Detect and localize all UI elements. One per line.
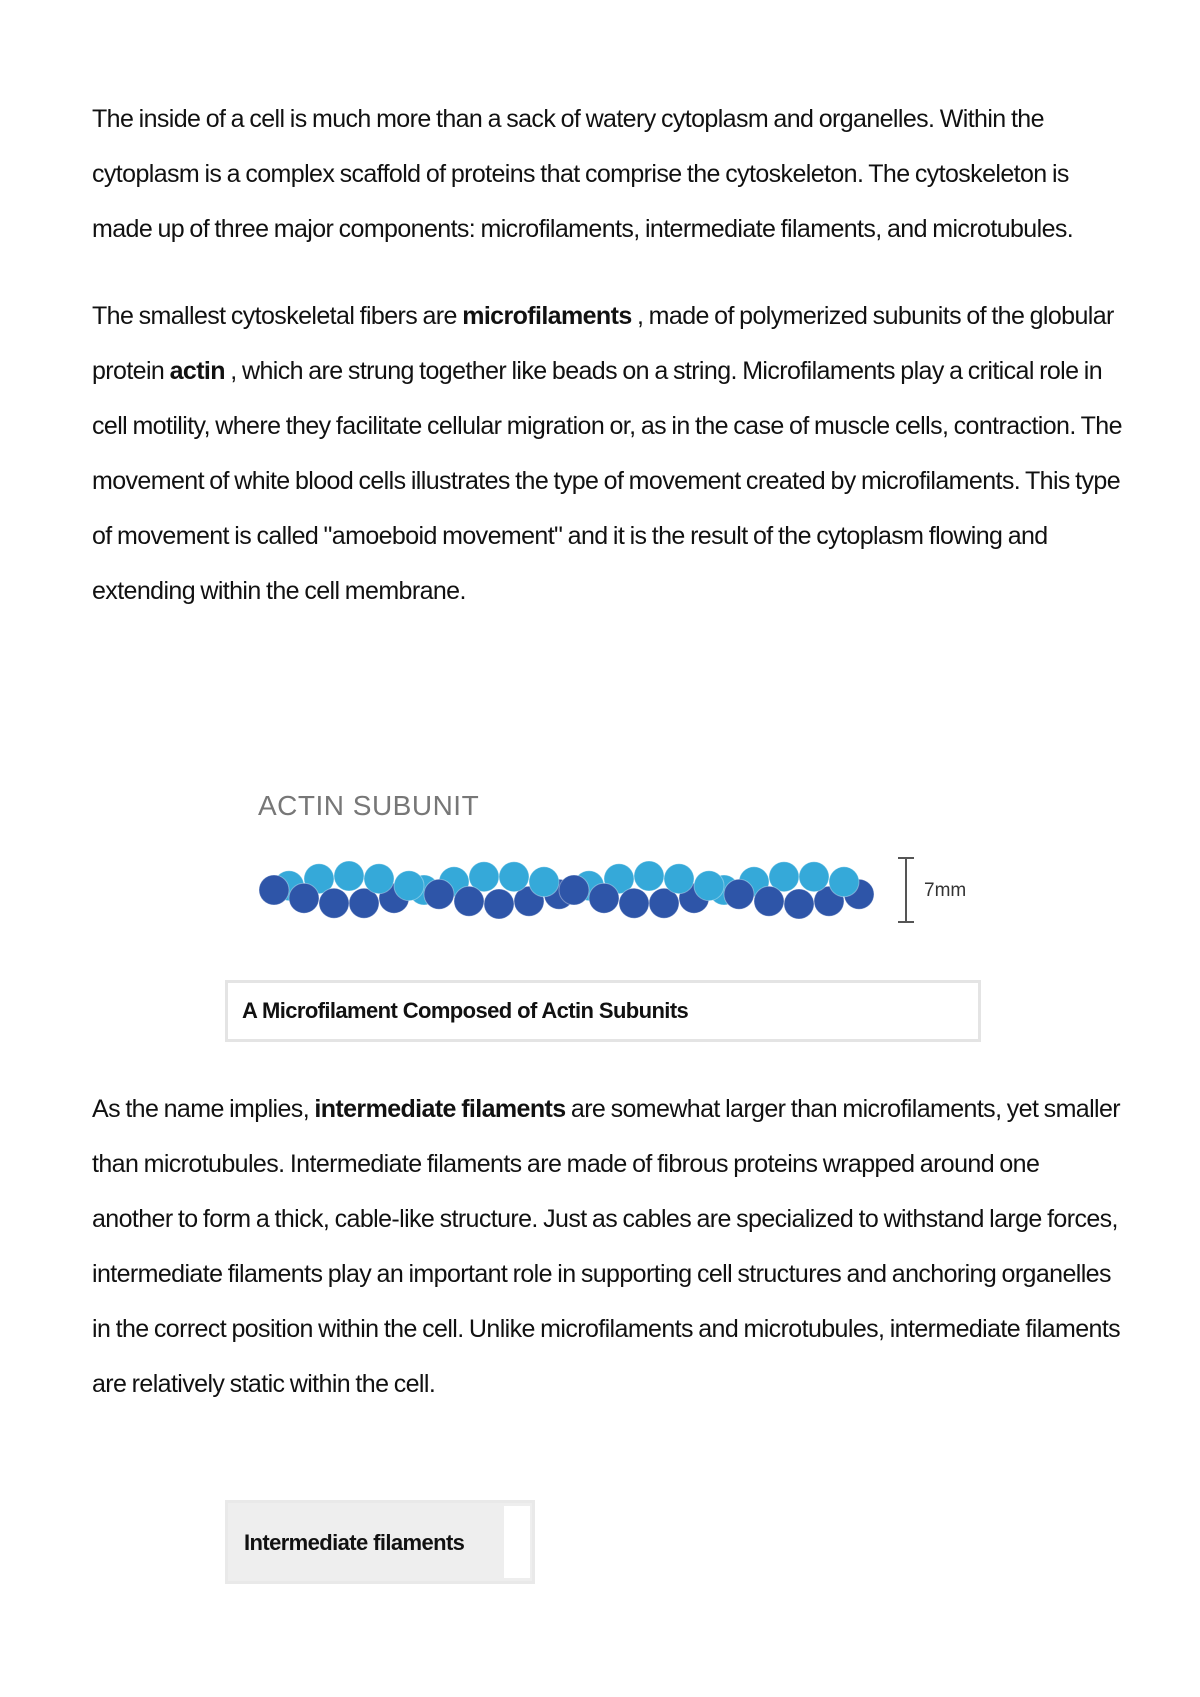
term-microfilaments: microfilaments — [462, 302, 632, 330]
article-body-continued — [92, 1082, 1122, 1444]
actin-bead — [589, 883, 619, 913]
actin-filament-illustration — [258, 790, 978, 930]
figure-caption: A Microfilament Composed of Actin Subunits — [242, 998, 689, 1023]
actin-bead — [424, 879, 454, 909]
actin-bead — [394, 871, 424, 901]
actin-bead — [454, 886, 484, 916]
actin-bead — [634, 861, 664, 891]
scale-label: 7mm — [924, 880, 967, 901]
actin-beads — [259, 861, 874, 919]
paragraph-microfilaments — [92, 289, 1122, 619]
actin-bead — [694, 871, 724, 901]
actin-bead — [529, 867, 559, 897]
paragraph-intro: The inside of a cell is much more than a sack of watery cytoplasm and organelles. Within the cytoplasm is a complex scaffold of proteins that comprise the cytoskeleton. The cytoskeleton is made up of three major components: microfilaments, intermediate filaments, and microtubules. — [92, 105, 1074, 243]
text-segment: are somewhat larger than microfilaments, yet smaller than microtubules. Intermediate filaments are made of fibrous proteins wrapped around one another to form a thick, cable-like structure. Just as cables are specialized to withstand large forces, intermediate filaments play an important role in supporting cell structures and anchoring organelles in the correct position within the cell. Unlike microfilaments and microtubules, intermediate filaments are relatively static within the cell. — [92, 1095, 1121, 1398]
actin-bead — [829, 867, 859, 897]
tab-label: Intermediate filaments — [244, 1530, 465, 1555]
term-intermediate-filaments: intermediate filaments — [314, 1095, 566, 1123]
actin-bead — [319, 888, 349, 918]
text-segment: , made of polymerized subunits of the globular protein — [92, 302, 1114, 385]
tab-intermediate-filaments[interactable] — [225, 1500, 535, 1584]
actin-bead — [559, 875, 589, 905]
actin-bead — [499, 862, 529, 892]
text-segment: As the name implies, — [92, 1095, 315, 1123]
actin-bead — [364, 864, 394, 894]
paragraph-intermediate-filaments — [92, 1082, 1122, 1412]
text-segment: , which are strung together like beads on a string. Microfilaments play a critical role in cell motility, where they facilitate cellular migration or, as in the case of muscle cells, contraction. The movement of white blood cells illustrates the type of movement created by microfilaments. This type of movement is called "amoeboid movement" and it is the result of the cytoplasm flowing and extending within the cell membrane. — [92, 357, 1122, 605]
actin-bead — [334, 861, 364, 891]
actin-bead — [754, 886, 784, 916]
figure-title: ACTIN SUBUNIT — [258, 790, 480, 821]
actin-bead — [799, 862, 829, 892]
actin-bead — [259, 875, 289, 905]
tab-divider — [504, 1506, 530, 1578]
text-segment: The smallest cytoskeletal fibers are — [92, 302, 463, 330]
actin-bead — [619, 888, 649, 918]
term-actin: actin — [169, 357, 225, 385]
actin-bead — [724, 879, 754, 909]
article-body — [92, 92, 1122, 651]
figure-caption-box — [225, 980, 981, 1042]
actin-bead — [289, 883, 319, 913]
actin-bead — [664, 864, 694, 894]
scale-bar-icon — [898, 858, 914, 922]
actin-bead — [484, 889, 514, 919]
actin-figure — [258, 790, 978, 930]
actin-bead — [784, 889, 814, 919]
